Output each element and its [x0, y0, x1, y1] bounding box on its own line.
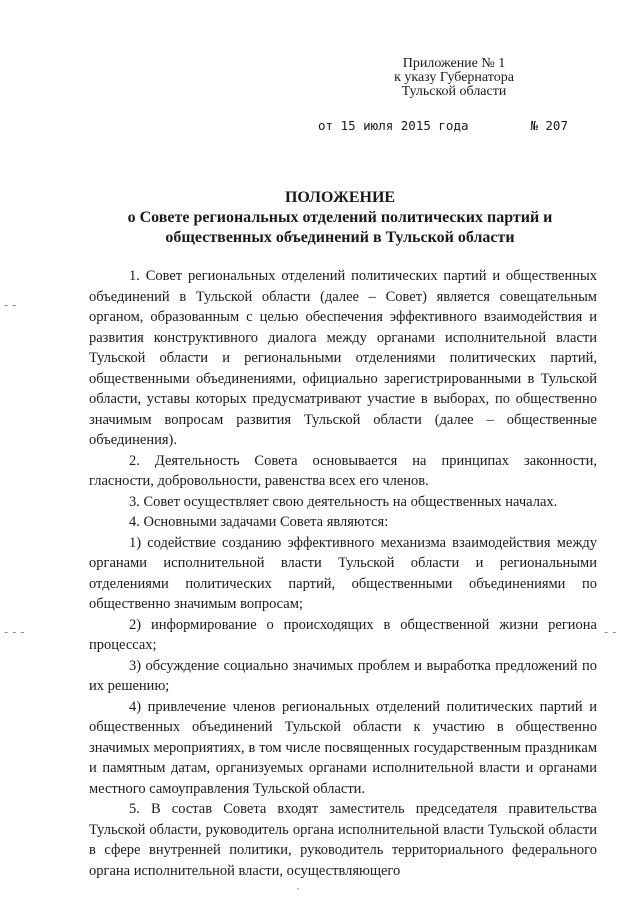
document-body — [89, 266, 597, 881]
paragraph-4: 4. Основными задачами Совета являются: — [129, 514, 389, 530]
scan-mark: - - — [604, 625, 617, 639]
paragraph-5: 5. В состав Совета входят заместитель председателя правительства Тульской области, руководитель органа исполнительной власти Тульской области в сфере внутренней политики, руководитель территориального федерального органа исполнительной власти, осуществляющего — [89, 801, 597, 879]
task-item-2: 2) информирование о происходящих в общественной жизни региона процессах; — [89, 616, 597, 653]
scan-mark: · — [296, 882, 300, 896]
task-item-4: 4) привлечение членов региональных отделений политических партий и общественных объединений Тульской области к участию в общественно значимых мероприятиях, в том числе посвященных государственным праздникам и памятным датам, организуемых органами исполнительной власти и органами местного самоуправления Тульской области. — [89, 698, 597, 797]
paragraph-3: 3. Совет осуществляет свою деятельность на общественных началах. — [129, 493, 558, 510]
paragraph-1: 1. Совет региональных отделений политических партий и общественных объединений в Тульской области (далее – Совет) является совещательным органом, образованным с целью обеспечения эффективного взаимодействия и развития конструктивного диалога между органами исполнительной власти Тульской области и региональными отделениями политических партий, общественными объединениями, официально зарегистрированными в Тульской области, уставы которых предусматривают участие в выборах, по общественно значимым вопросам развития Тульской области (далее – общественные объединения). — [89, 268, 597, 448]
scan-mark: - - — [4, 298, 17, 312]
scan-mark: - - - — [4, 625, 25, 639]
title-subtitle-line: о Совете региональных отделений политических партий и — [127, 209, 553, 226]
task-item-3: 3) обсуждение социально значимых проблем и выработка предложений по их решению; — [89, 657, 597, 694]
decree-date: от 15 июля 2015 года — [318, 118, 469, 133]
annex-block — [384, 57, 524, 99]
task-item-1: 1) содействие созданию эффективного механизма взаимодействия между органами исполнительной власти Тульской области и региональными отделениями политических партий, общественными объединениями по общественно значимым вопросам; — [89, 534, 597, 612]
decree-number: № 207 — [530, 118, 568, 133]
annex-line: к указу Губернатора — [394, 70, 514, 85]
decree-line — [318, 118, 568, 134]
annex-line: Приложение № 1 — [402, 56, 506, 71]
annex-line: Тульской области — [401, 84, 507, 99]
document-title — [100, 188, 580, 248]
paragraph-2: 2. Деятельность Совета основывается на принципах законности, гласности, добровольности, равенства всех его членов. — [89, 452, 597, 489]
title-heading: ПОЛОЖЕНИЕ — [284, 189, 396, 206]
title-subtitle-line: общественных объединений в Тульской области — [165, 229, 515, 246]
